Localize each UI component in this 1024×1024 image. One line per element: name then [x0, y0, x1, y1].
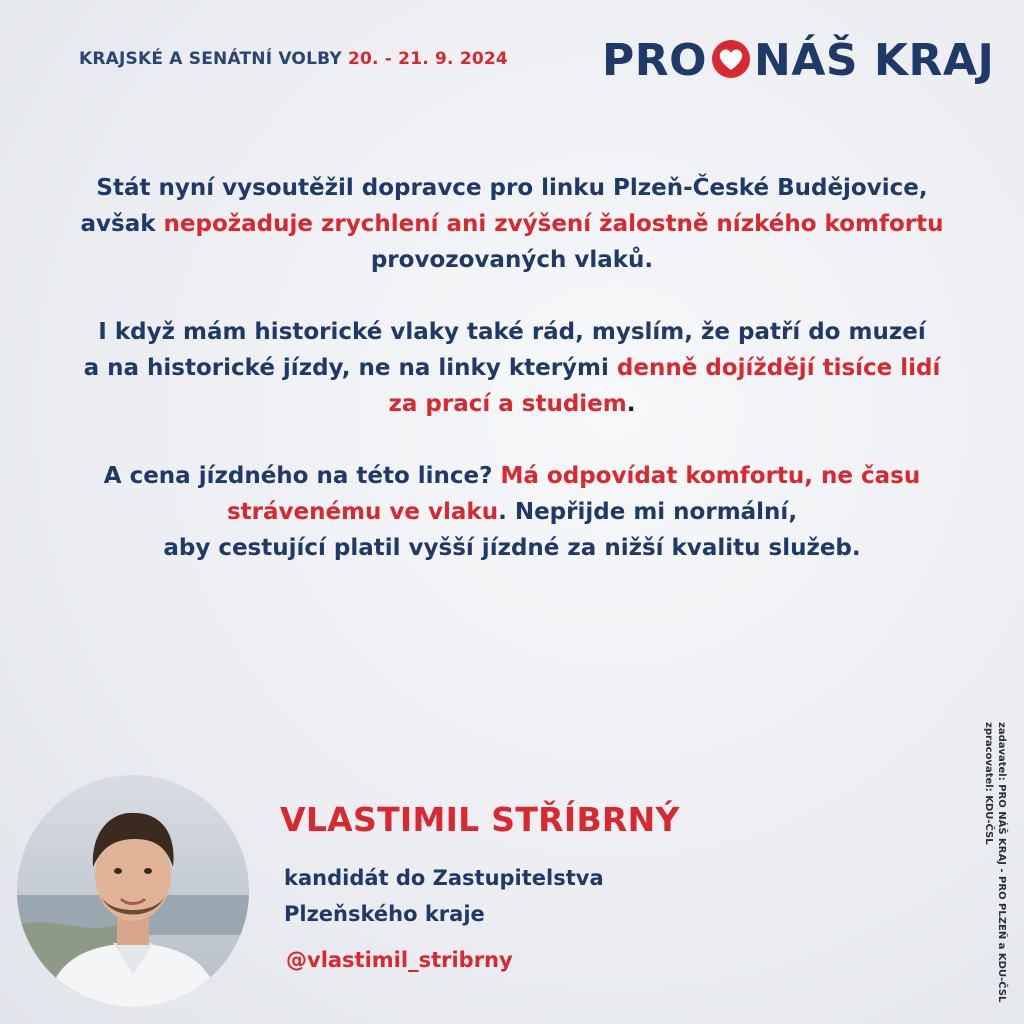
logo-part2: NÁŠ KRAJ [754, 35, 995, 86]
election-header [79, 49, 508, 69]
paragraph-3 [20, 458, 1004, 566]
paragraph-1 [20, 170, 1004, 278]
sponsor-line-1: zadavatel: PRO NÁŠ KRAJ - PRO PLZEŇ a KDU-ČSL [996, 722, 1007, 1003]
p2-highlight-2: za prací a studiem [388, 391, 627, 417]
sponsor-notice [982, 722, 1008, 1002]
p1-line1: Stát nyní vysoutěžil dopravce pro linku Plzeň-České Budějovice, [96, 175, 928, 201]
pro-nas-kraj-logo [602, 35, 994, 86]
sponsor-line-2: zpracovatel: KDU-ČSL [983, 722, 994, 845]
social-handle: @vlastimil_stribrny [286, 948, 513, 972]
p3-line1-start: A cena jízdného na této lince? [103, 463, 501, 489]
portrait-illustration [17, 775, 249, 1007]
p3-highlight-1: Má odpovídat komfortu, ne času [500, 463, 921, 489]
p3-highlight-2: strávenému ve vlaku [226, 499, 499, 525]
p1-highlight: nepožaduje zrychlení ani zvýšení žalostně nízkého komfortu [163, 211, 944, 237]
heart-icon [709, 39, 753, 79]
p2-highlight-1: denně dojíždějí tisíce lidí [616, 355, 941, 381]
election-date: 20. - 21. 9. 2024 [347, 49, 508, 69]
p3-line2-end: . Nepřijde mi normální, [498, 499, 798, 525]
p2-line1: I když mám historické vlaky také rád, myslím, že patří do muzeí [98, 319, 926, 345]
election-label: KRAJSKÉ A SENÁTNÍ VOLBY [79, 49, 342, 69]
role-line-2: Plzeňského kraje [284, 902, 485, 926]
candidate-role [284, 860, 604, 932]
candidate-name: VLASTIMIL STŘÍBRNÝ [280, 800, 680, 839]
p1-line2-start: avšak [80, 211, 164, 237]
statement-text [20, 170, 1004, 602]
logo-part1: PRO [602, 35, 708, 86]
paragraph-2 [20, 314, 1004, 422]
candidate-photo [17, 775, 249, 1007]
p2-line2-start: a na historické jízdy, ne na linky kterými [83, 355, 617, 381]
role-line-1: kandidát do Zastupitelstva [284, 866, 604, 890]
p1-line3: provozovaných vlaků. [370, 247, 654, 273]
p3-line3: aby cestující platil vyšší jízdné za nižší kvalitu služeb. [163, 535, 861, 561]
p2-period: . [626, 391, 636, 417]
